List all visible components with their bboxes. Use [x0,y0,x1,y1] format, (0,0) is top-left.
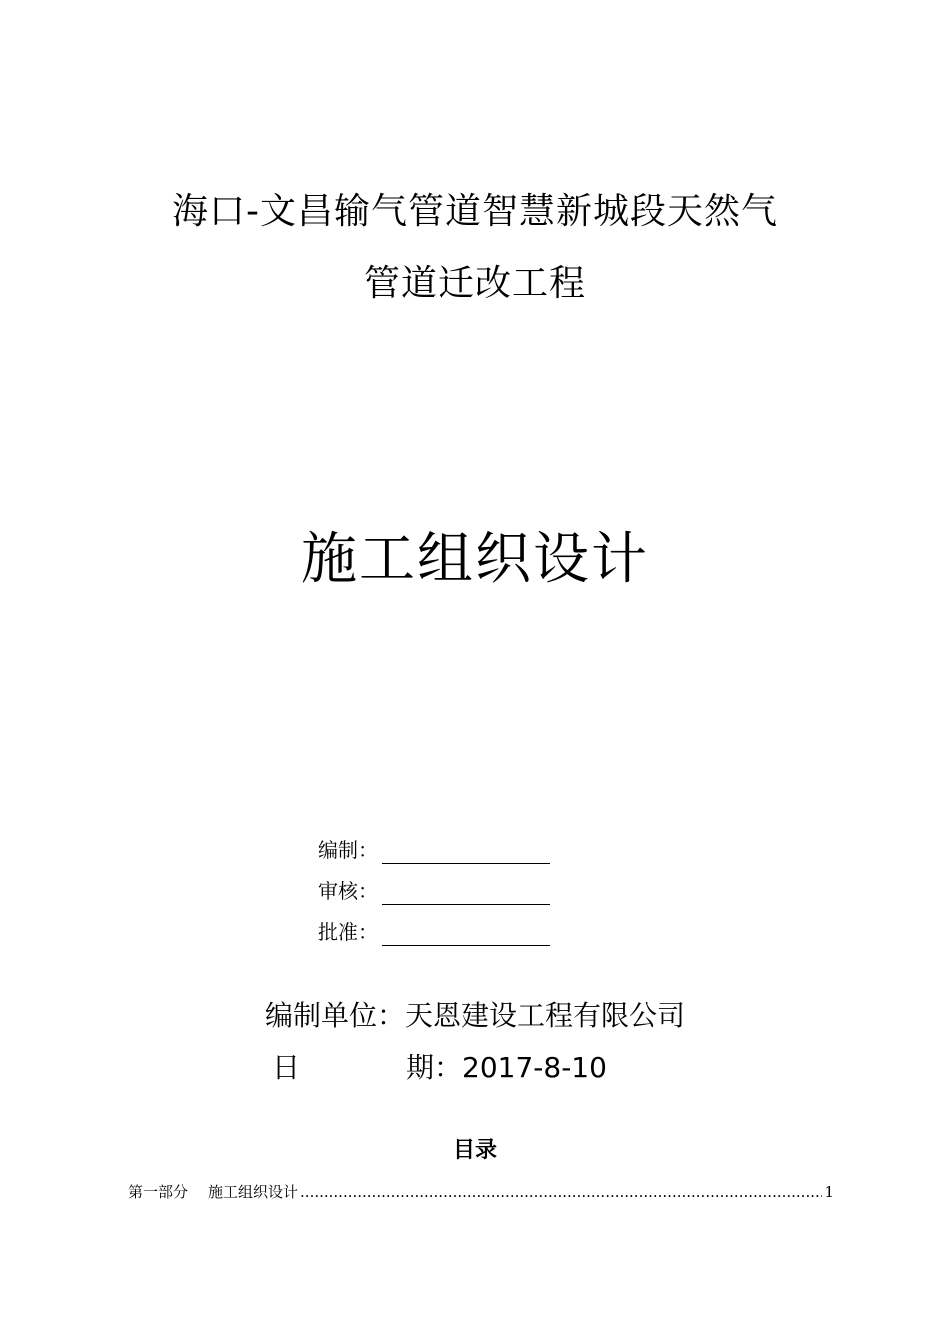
title-line-1: 海口-文昌输气管道智慧新城段天然气 [172,191,778,232]
date-value: 2017-8-10 [462,1051,607,1084]
unit-label: 编制单位： [265,999,406,1032]
pizhun-signature-line [382,927,550,946]
compiling-unit-row [265,998,685,1034]
pizhun-label: 批准： [318,920,378,944]
toc-entry[interactable] [128,1180,834,1204]
toc-leader-dots [300,1180,822,1204]
date-label [272,1050,406,1086]
signature-row-pizhun [318,918,550,946]
toc-entry-part: 第一部分 [128,1183,189,1201]
date-label-char2: 期： [406,1051,463,1084]
document-type-heading: 施工组织设计 [301,527,649,592]
bianzhi-signature-line [382,845,550,864]
toc-entry-name: 施工组织设计 [208,1183,299,1201]
bianzhi-label: 编制： [318,838,378,862]
shenhe-label: 审核： [318,879,378,903]
title-line-2: 管道迁改工程 [363,263,586,304]
signature-row-bianzhi [318,836,550,864]
signature-row-shenhe [318,877,550,905]
date-row [272,1050,607,1086]
shenhe-signature-line [382,886,550,905]
date-label-char1: 日 [272,1051,301,1084]
unit-value: 天恩建设工程有限公司 [405,999,686,1032]
toc-entry-page: 1 [824,1183,834,1201]
toc-heading: 目录 [452,1138,497,1163]
